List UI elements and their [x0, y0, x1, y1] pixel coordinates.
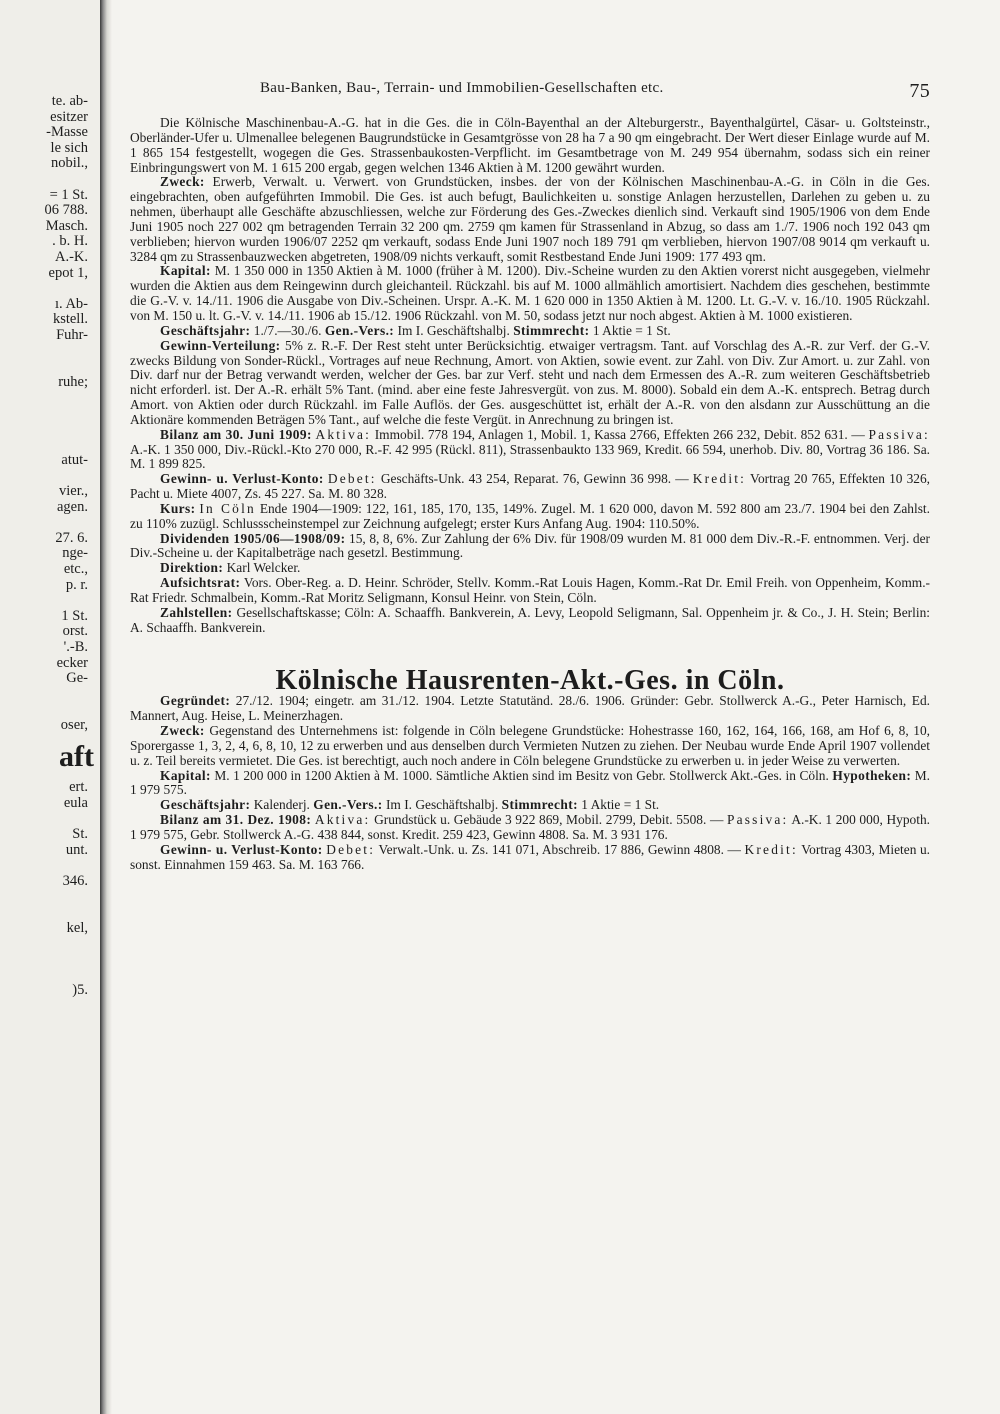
left-fragment: '.-B.: [63, 639, 88, 655]
left-fragment: ı. Ab-: [54, 295, 88, 312]
left-fragment: p. r.: [65, 576, 88, 593]
main-text: [130, 116, 930, 873]
entry1-zweck: Zweck: Erwerb, Verwalt. u. Verwert. von Grundstücken, insbes. der von der Kölnischen Maschinenbau-A.-G. in Cöln in die Ges. eingebrachten, oben aufgeführten Immobil. Die Ges. ist auch befugt, Baulichkeiten u. sonstige Anlagen herzustellen, Darlehen zu geben u. zu nehmen, überhaupt alle Geschäfte abzuschliessen, welche zur Förderung des Ges.-Zweckes dienlich sind. Verkauft sind 1905/1906 von dem Ende Juni 1905 noch 227 002 qm betragenden Terrain 32 200 qm. 2759 qm kamen für Strassenland in Abzug, so dass am 1./7. 1906 noch 192 043 qm verblieben; hiervon wurden 1906/07 2252 qm verkauft, sodass Ende Juni 1907 noch 189 791 qm verblieben, hiervon 1907/08 9014 qm verkauft u. 3284 qm zu Strassenbauzwecken abgetreten, 1908/09 nichts verkauft, somit Restbestand Ende Juni 1909: 177 493 qm.: [130, 174, 930, 264]
left-fragment: A.-K.: [54, 249, 88, 265]
entry1-guv: Gewinn- u. Verlust-Konto: Debet: Geschäfts-Unk. 43 254, Reparat. 76, Gewinn 36 998. — Kredit: Vortrag 20 765, Effekten 10 326, Pacht u. Miete 4007, Zs. 45 227. Sa. M. 80 328.: [130, 471, 931, 502]
left-fragment: agen.: [57, 498, 88, 515]
entry1-dividenden: Dividenden 1905/06—1908/09: 15, 8, 8, 6%. Zur Zahlung der 6% Div. für 1908/09 wurden M. 81 000 dem Div.-R.-F. entnommen. Verj. der Div.-Scheine u. der Kapitalbeträge nach gesetzl. Bestimmung.: [130, 530, 930, 561]
entry2-kapital: Kapital: M. 1 200 000 in 1200 Aktien à M. 1000. Sämtliche Aktien sind im Besitz von Gebr. Stollwerck Akt.-Ges. in Cöln. Hypotheken: M. 1 979 575.: [130, 767, 930, 798]
left-fragment: Ge-: [66, 670, 88, 687]
label-kapital: Kapital:: [160, 263, 211, 279]
left-fragment: ecker: [56, 654, 88, 671]
label-zweck: Zweck:: [160, 174, 205, 190]
left-fragment: epot 1,: [48, 264, 88, 281]
left-fragment: nge-: [62, 545, 88, 562]
left-fragment: kstell.: [52, 311, 88, 328]
entry1-zahlstellen: Zahlstellen: Gesellschaftskasse; Cöln: A. Schaaffh. Bankverein, A. Levy, Leopold Seligmann, Sal. Oppenheim jr. & Co., J. H. Stein; Berlin: A. Schaaffh. Bankverein.: [130, 604, 930, 635]
left-fragment: le sich: [50, 139, 88, 156]
left-fragment: ruhe;: [58, 373, 88, 390]
left-fragment: etc.,: [63, 561, 88, 577]
entry2-gegruendet: Gegründet: 27./12. 1904; eingetr. am 31./12. 1904. Letzte Statutänd. 28./6. 1906. Gründer: Gebr. Stollwerck A.-G., Peter Harnisch, Ed. Mannert, Aug. Heise, L. Meinerzhagen.: [130, 693, 930, 724]
book-gutter: [100, 0, 112, 1414]
left-fragment: esitzer: [50, 108, 88, 125]
left-fragment: nobil.,: [50, 155, 88, 172]
left-fragment: . b. H.: [52, 233, 88, 250]
entry2-title: Kölnische Hausrenten-Akt.-Ges. in Cöln.: [275, 664, 785, 696]
left-fragment: vier.,: [59, 483, 88, 499]
left-fragment: 346.: [62, 873, 88, 889]
left-fragment: oser,: [60, 717, 88, 733]
left-fragment: kel,: [66, 919, 88, 936]
running-head: [130, 80, 930, 104]
left-fragment: -Masse: [46, 124, 88, 141]
left-fragment: )5.: [72, 982, 88, 999]
document-page: [130, 0, 930, 1414]
adjacent-page-fragment: [0, 0, 100, 1414]
left-fragment: orst.: [62, 623, 88, 640]
entry1-kapital: Kapital: M. 1 350 000 in 1350 Aktien à M. 1000 (früher à M. 1200). Div.-Scheine wurden zu den Aktien vorerst nicht ausgegeben, vielmehr wurden die Aktien aus dem Reingewinn durch gleichanteil. Rückzahl. bis auf M. 1000 allmählich amortisiert. Nachdem dies geschehen, bestimmte die G.-V. v. 14./11. 1906 die Ausgabe von Div.-Scheinen. Urspr. A.-K. M. 1 620 000 in 1350 Aktien à M. 1200. Lt. G.-V. v. 16./10. 1905 Rückzahl. von M. 150 u. lt. G.-V. v. 14./11. 1906 ab 15./12. 1906 Rückzahl. von M. 50, sodass jetzt nur noch abgest. Aktien à M. 1000 existieren.: [130, 263, 930, 323]
entry2-geschaeftsjahr: Geschäftsjahr: Kalenderj. Gen.-Vers.: Im I. Geschäftshalbj. Stimmrecht: 1 Aktie = 1 St.: [160, 797, 660, 813]
left-fragment: St.: [72, 826, 88, 843]
left-fragment: 06 788.: [44, 202, 88, 219]
entry2-bilanz: Bilanz am 31. Dez. 1908: Aktiva: Grundstück u. Gebäude 3 922 869, Mobil. 2799, Debit. 5508. — Passiva: A.-K. 1 200 000, Hypoth. 1 979 575, Gebr. Stollwerck A.-G. 438 844, sonst. Kredit. 259 423, Gewinn 4808. Sa. M. 3 931 176.: [130, 812, 930, 842]
page-number: 75: [909, 80, 930, 102]
left-fragment: te. ab-: [51, 93, 88, 109]
left-fragment: 1 St.: [61, 607, 88, 624]
left-fragment: Masch.: [45, 217, 88, 234]
entry1-aufsichtsrat: Aufsichtsrat: Vors. Ober-Reg. a. D. Heinr. Schröder, Stellv. Komm.-Rat Louis Hagen, Komm.-Rat Dr. Emil Freih. von Oppenheim, Komm.-Rat Friedr. Schmalbein, Komm.-Rat Moritz Seligmann, Konsul Heinr. von Stein, Cöln.: [130, 575, 931, 605]
running-head-title: Bau-Banken, Bau-, Terrain- und Immobilien-Gesellschaften etc.: [260, 80, 664, 96]
left-fragment: ert.: [69, 779, 88, 796]
entry2-zweck: Zweck: Gegenstand des Unternehmens ist: folgende in Cöln belegene Grundstücke: Hohestrasse 160, 162, 164, 166, 168, am Hof 6, 8, 10, Sporergasse 1, 3, 2, 4, 6, 8, 10, 12 zu erwerben und aus denselben durch Vermieten Nutzen zu ziehen. Der Neubau wurde Ende April 1907 vollendet u. z. Teil bereits vermietet. Die Ges. ist berechtigt, auch noch andere in Cöln belegene Grundstücke zu erwerben u. in jeder Weise zu verwerten.: [130, 723, 930, 768]
left-fragment: unt.: [65, 841, 88, 858]
left-fragment: eula: [63, 795, 88, 811]
entry1-bilanz: Bilanz am 30. Juni 1909: Aktiva: Immobil. 778 194, Anlagen 1, Mobil. 1, Kassa 2766, Effekten 266 232, Debit. 852 631. — Passiva: A.-K. 1 350 000, Div.-Rückl.-Kto 270 000, R.-F. 42 995 (Rückl. 811), Strassenbaukto 133 969, Kredit. 66 594, unerhob. Div. 80, Vortrag 36 186. Sa. M. 1 899 825.: [130, 426, 930, 472]
left-fragment: atut-: [61, 451, 88, 468]
entry1-geschaeftsjahr: Geschäftsjahr: 1./7.—30./6. Gen.-Vers.: Im I. Geschäftshalbj. Stimmrecht: 1 Aktie = 1 St.: [160, 322, 671, 338]
entry1-gewinn-verteilung: Gewinn-Verteilung: 5% z. R.-F. Der Rest steht unter Berücksichtig. etwaiger vertragsm. Tant. auf Vorschlag des A.-R. zur Verf. der G.-V. zwecks Bildung von Sonder-Rückl., Vortrages auf neue Rechnung, Amort. von Aktien, sowie event. zur Zahl. von Div. Zur Amort. u. zur Zahl. von Div. darf nur der Betrag verwandt werden, welcher der Ges. bar zur Verf. steht und nach dem Ermessen des A.-R. zum weiteren Geschäftsbetrieb nicht erforderl. ist. Der A.-R. erhält 5% Tant. (mind. aber eine feste Jahresvergüt. von zus. M. 8000). Sobald ein dem A.-K. entsprech. Betrag durch Amort. von Aktien oder durch Rückzahl. im Falle Auflös. der Ges. ausgeschüttet ist, erhält der A.-R. von den alsdann zur Ausschüttung an die Aktionäre kommenden Beträgen 5% Tant., auf welche die feste Vergüt. in Anrechnung zu bringen ist.: [130, 337, 930, 427]
left-fragment: Fuhr-: [56, 327, 88, 343]
entry1-intro: Die Kölnische Maschinenbau-A.-G. hat in die Ges. die in Cöln-Bayenthal an der Alteburgerstr., Bayenthalgürtel, Cäsar- u. Goltsteinstr., Oberländer-Ufer u. Ulmenallee belegenen Baugrundstücke in Gesamtgrösse von 28 ha 7 a 90 qm eingebracht. Der Wert dieser Einlage wurde auf M. 1 865 154 festgestellt, wogegen die Ges. Strassenbaukosten-Verpflicht. im Gesamtbetrage von M. 249 954 übernahm, sodass sich ein reiner Einbringungswert von M. 1 615 200 ergab, gegen welchen 1346 Aktien à M. 1200 gewährt wurden.: [130, 115, 930, 175]
entry1-direktion: Direktion: Karl Welcker.: [160, 560, 301, 576]
left-fragment: 27. 6.: [55, 529, 88, 546]
left-fragment: aft: [59, 740, 94, 774]
entry2-guv: Gewinn- u. Verlust-Konto: Debet: Verwalt.-Unk. u. Zs. 141 071, Abschreib. 17 886, Gewinn 4808. — Kredit: Vortrag 4303, Mieten u. sonst. Einnahmen 159 463. Sa. M. 163 766.: [130, 841, 931, 872]
entry1-kurs: Kurs: In Cöln Ende 1904—1909: 122, 161, 185, 170, 135, 149%. Zugel. M. 1 620 000, davon M. 592 800 am 23./7. 1904 bei den Zahlst. zu 110% zuzügl. Schlussscheinstempel zur Zeichnung aufgelegt; erster Kurs Anfang Aug. 1904: 110.50%.: [130, 500, 930, 531]
left-fragment: = 1 St.: [49, 186, 88, 203]
